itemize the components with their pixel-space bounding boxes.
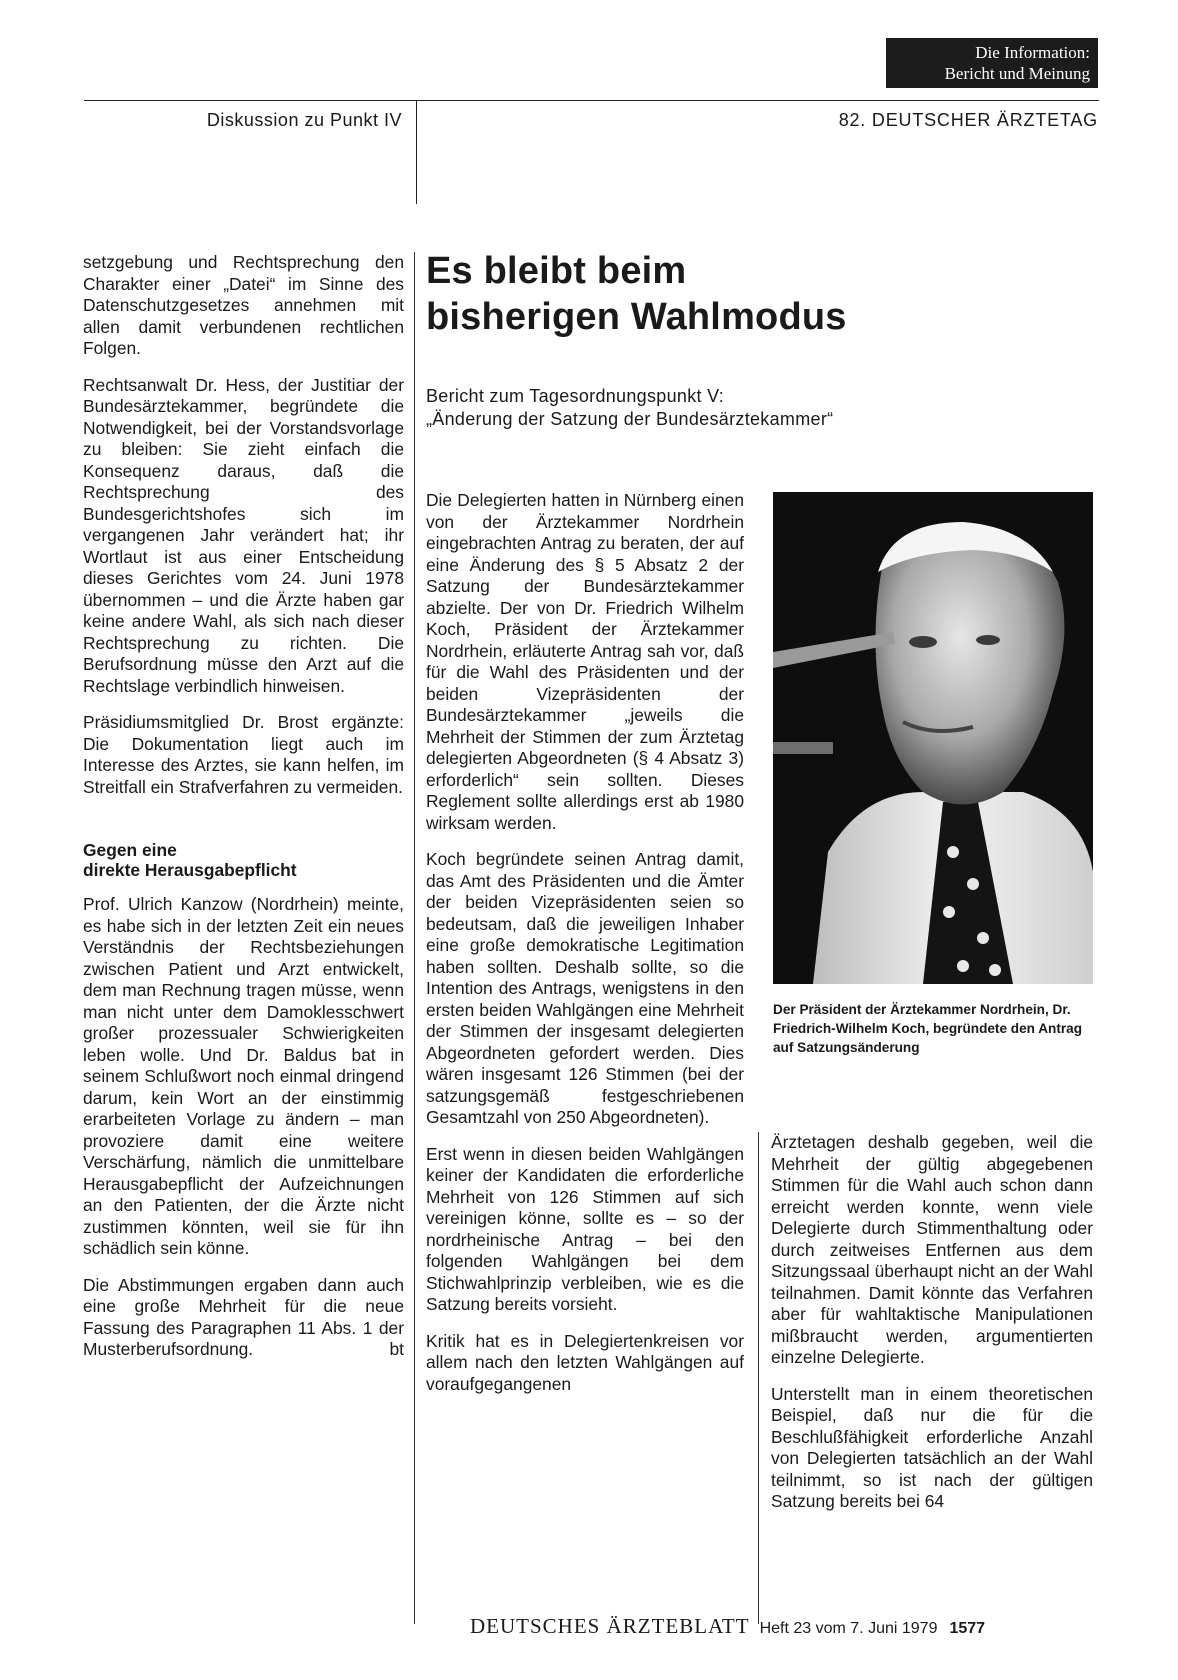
paragraph: Präsidiumsmitglied Dr. Brost ergänzte: Die Dokumentation liegt auch im Interesse des Arztes, sie kann helfen, im Streitfall ein Strafverfahren zu vermeiden. bbox=[83, 712, 404, 797]
headline-line-1: Es bleibt beim bbox=[426, 250, 687, 292]
magazine-name: DEUTSCHES ÄRZTEBLATT bbox=[470, 1614, 750, 1638]
author-signature: bt bbox=[389, 1339, 404, 1359]
paragraph: Erst wenn in diesen beiden Wahlgängen keiner der Kandidaten die erforderliche Mehrheit von 126 Stimmen auf sich vereinigen könne, sollte es – so der nordrheinische Antrag – bei den folgenden Wahlgängen bei dem Stichwahlprinzip verbleiben, wie es die Satzung bereits vorsieht. bbox=[426, 1143, 744, 1314]
column-3 bbox=[771, 1132, 1093, 1528]
header-divider bbox=[416, 100, 417, 204]
header-rule bbox=[84, 100, 1099, 101]
column-separator-2 bbox=[758, 1132, 759, 1624]
page-footer bbox=[470, 1614, 1090, 1639]
photo-caption: Der Präsident der Ärztekammer Nordrhein, Dr. Friedrich-Wilhelm Koch, begründete den Antrag auf Satzungsänderung bbox=[773, 1002, 1083, 1055]
issue-info: Heft 23 vom 7. Juni 1979 bbox=[759, 1620, 938, 1637]
paragraph-text: Die Abstimmungen ergaben dann auch eine große Mehrheit für die neue Fassung des Paragraphen 11 Abs. 1 der Musterberufsordnung. bbox=[83, 1274, 404, 1359]
subheading bbox=[83, 840, 404, 880]
section-label-right: 82. DEUTSCHER ÄRZTETAG bbox=[838, 110, 1098, 130]
badge-line-1: Die Information: bbox=[975, 43, 1090, 62]
subheading-line-1: Gegen eine bbox=[83, 840, 177, 860]
paragraph: Kritik hat es in Delegiertenkreisen vor allem nach den letzten Wahlgängen auf voraufgegangenen bbox=[426, 1330, 744, 1394]
page-number: 1577 bbox=[949, 1620, 986, 1637]
column-2 bbox=[426, 490, 744, 1410]
headline-line-2: bisherigen Wahlmodus bbox=[426, 296, 847, 338]
paragraph: Prof. Ulrich Kanzow (Nordrhein) meinte, es habe sich in der letzten Zeit ein neues Verständnis der Rechtsbeziehungen zwischen Patient und Arzt entwickelt, dem man Rechnung tragen müsse, wenn man nicht unter dem Damoklesschwert großer prozessualer Schwierigkeiten leben wolle. Und Dr. Baldus bat in seinem Schlußwort noch einmal dringend darum, kein Wort an der einstimmig erarbeiteten Vorlage zu ändern – man provoziere damit eine weitere Verschärfung, nämlich die unmittelbare Herausgabepflicht der Aufzeichnungen an den Patienten, der die Ärzte nicht zustimmen könnten, weil sie für ihn schädlich sein könne. bbox=[83, 894, 404, 1258]
paragraph: Rechtsanwalt Dr. Hess, der Justitiar der Bundesärztekammer, begründete die Notwendigkeit, bei der Vorstandsvorlage zu bleiben: Sie zieht einfach die Konsequenz daraus, daß die Rechtsprechung des Bundesgerichtshofes sich im vergangenen Jahr verändert hat; ihr Wortlaut ist aus einer Entscheidung dieses Gerichtes vom 24. Juni 1978 übernommen – und die Ärzte haben gar keine andere Wahl, als sich nach dieser Rechtsprechung zu richten. Die Berufsordnung müsse den Arzt auf die Rechtslage verbindlich hinweisen. bbox=[83, 374, 404, 696]
portrait-photo bbox=[773, 492, 1093, 984]
subheading-line-2: direkte Herausgabepflicht bbox=[83, 860, 297, 880]
article-headline bbox=[426, 248, 1026, 340]
column-separator-1 bbox=[414, 252, 415, 1624]
column-1 bbox=[83, 252, 404, 1376]
paragraph: Die Delegierten hatten in Nürnberg einen von der Ärztekammer Nordrhein eingebrachten Antrag zu beraten, der auf eine Änderung des § 5 Absatz 2 der Satzung der Bundesärztekammer abzielte. Der von Dr. Friedrich Wilhelm Koch, Präsident der Ärztekammer Nordrhein, erläuterte Antrag sah vor, daß für die Wahl des Präsidenten und der beiden Vizepräsidenten der Bundesärztekammer „jeweils die Mehrheit der Stimmen der zum Ärztetag delegierten Abgeordneten (§ 4 Absatz 3) erforderlich“ sein sollten. Dieses Reglement sollte allerdings erst ab 1980 wirksam werden. bbox=[426, 490, 744, 833]
article-deck bbox=[426, 385, 1026, 431]
paragraph: Unterstellt man in einem theoretischen Beispiel, daß nur die für die Beschlußfähigkeit erforderliche Anzahl von Delegierten tatsächlich an der Wahl teilnimmt, so ist nach der gültigen Satzung bereits bei 64 bbox=[771, 1383, 1093, 1511]
deck-line-1: Bericht zum Tagesordnungspunkt V: bbox=[426, 386, 725, 406]
paragraph: setzgebung und Rechtsprechung den Charakter einer „Datei“ im Sinne des Datenschutzgesetzes annehmen mit allen damit verbundenen rechtlichen Folgen. bbox=[83, 252, 404, 358]
portrait-illustration bbox=[773, 492, 1093, 984]
paragraph-last bbox=[83, 1275, 404, 1361]
badge-line-2: Bericht und Meinung bbox=[944, 64, 1090, 83]
paragraph: Koch begründete seinen Antrag damit, das Amt des Präsidenten und die Ämter der beiden Vizepräsidenten seien so bedeutsam, daß die jeweiligen Inhaber eine große demokratische Legitimation haben sollten. Deshalb sollte, so die Intention des Antrags, wenigstens in den ersten beiden Wahlgängen eine Mehrheit der Stimmen der insgesamt delegierten Abgeordneten gefordert werden. Dies wären insgesamt 126 Stimmen (bei der satzungsgemäß festgeschriebenen Gesamtzahl von 250 Abgeordneten). bbox=[426, 849, 744, 1127]
deck-line-2: „Änderung der Satzung der Bundesärztekammer“ bbox=[426, 409, 834, 429]
section-label-left: Diskussion zu Punkt IV bbox=[206, 110, 402, 130]
section-badge bbox=[886, 38, 1098, 88]
paragraph: Ärztetagen deshalb gegeben, weil die Mehrheit der gültig abgegebenen Stimmen für die Wahl auch schon dann erreicht werden konnte, wenn viele Delegierte durch Stimmenthaltung oder durch zeitweises Entfernen aus dem Sitzungssaal überhaupt nicht an der Wahl teilnahmen. Damit könnte das Verfahren aber für wahltaktische Manipulationen mißbraucht werden, argumentierten einzelne Delegierte. bbox=[771, 1132, 1093, 1367]
